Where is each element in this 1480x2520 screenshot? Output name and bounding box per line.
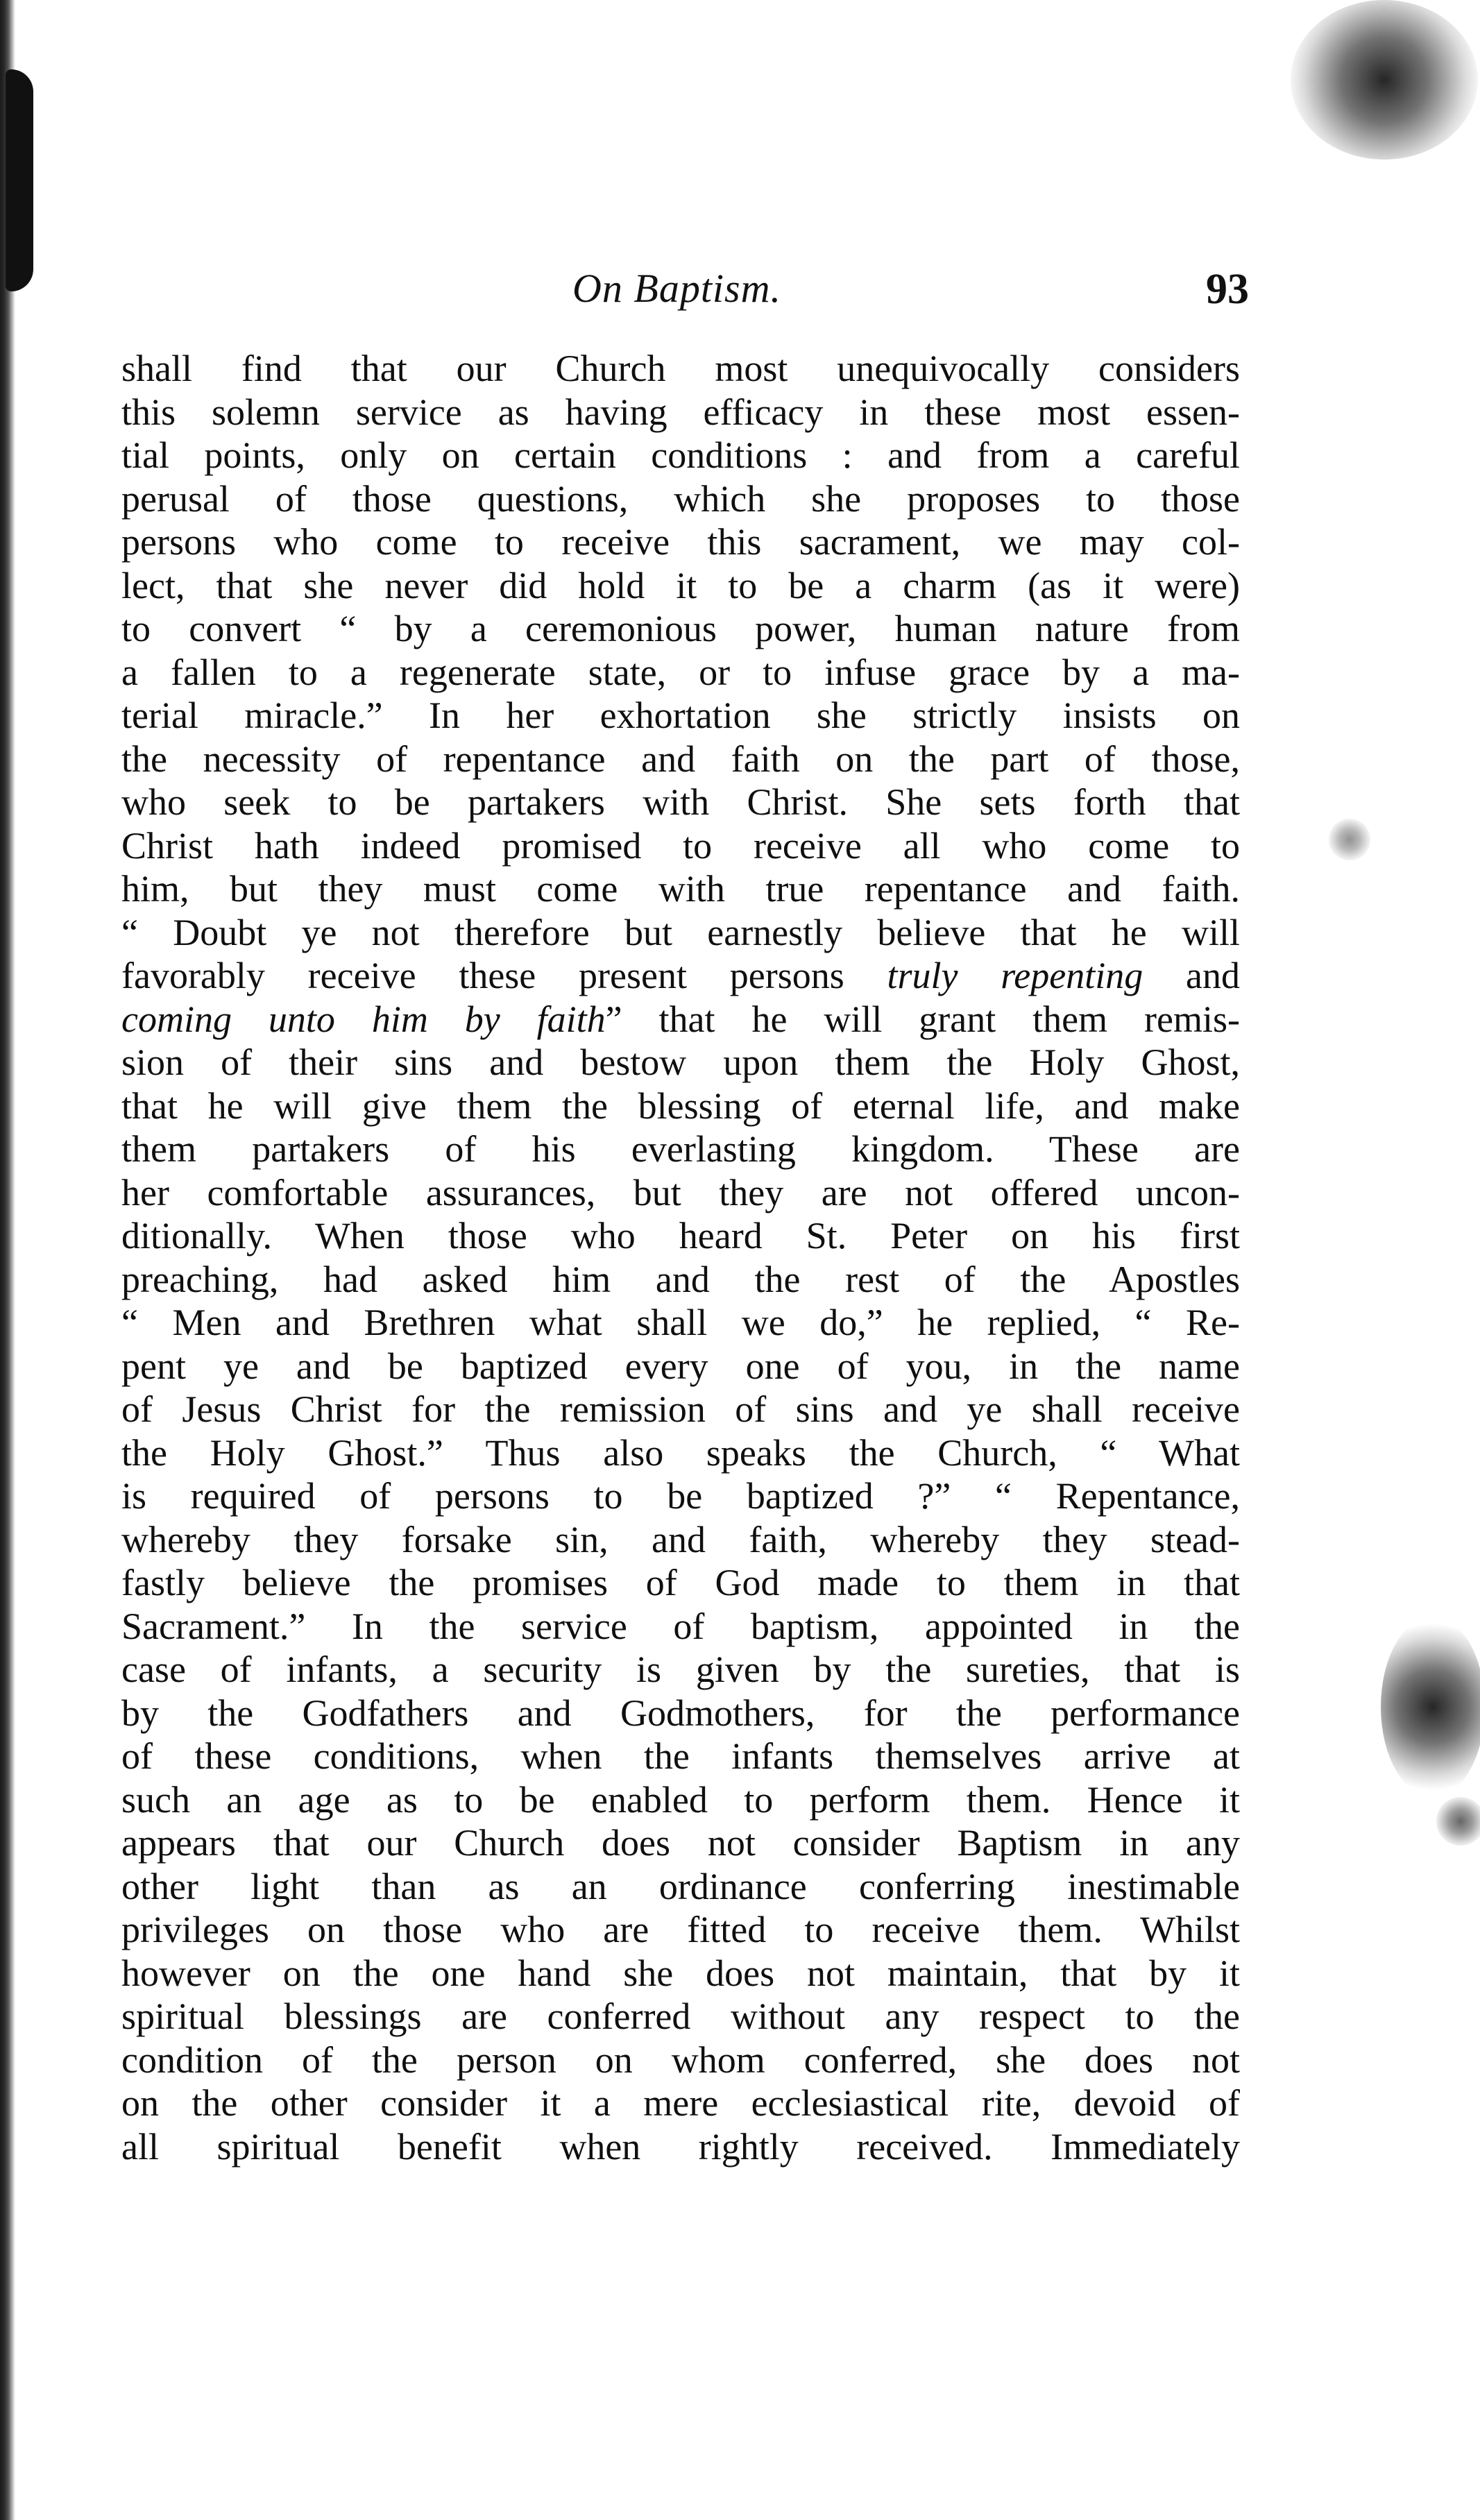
text-line: of these conditions, when the infants themselves arrive at — [121, 1735, 1240, 1777]
text-line: them partakers of his everlasting kingdom. These are — [121, 1128, 1240, 1170]
text-line — [121, 954, 1240, 998]
text-line: however on the one hand she does not maintain, that by it — [121, 1952, 1240, 1994]
page-number: 93 — [1206, 266, 1249, 313]
text-line: Christ hath indeed promised to receive all who come to — [121, 824, 1240, 867]
text-line: preaching, had asked him and the rest of the Apostles — [121, 1258, 1240, 1300]
text-line: fastly believe the promises of God made to them in that — [121, 1562, 1240, 1603]
text-line: on the other consider it a mere ecclesiastical rite, devoid of — [121, 2082, 1240, 2124]
text-line: “ Doubt ye not therefore but earnestly believe that he will — [121, 911, 1240, 953]
text-line: whereby they forsake sin, and faith, whereby they stead- — [121, 1518, 1240, 1560]
text-line: him, but they must come with true repentance and faith. — [121, 868, 1240, 910]
foxing-spot-right-small — [1329, 819, 1370, 860]
text-line: to convert “ by a ceremonious power, human nature from — [121, 608, 1240, 649]
text-line: privileges on those who are fitted to receive them. Whilst — [121, 1909, 1240, 1950]
foxing-spot-top-right — [1291, 0, 1478, 160]
text-line: ditionally. When those who heard St. Peter on his first — [121, 1215, 1240, 1257]
page-header — [0, 265, 1480, 327]
text-line: a fallen to a regenerate state, or to infuse grace by a ma- — [121, 651, 1240, 693]
italic-segment: coming unto him by faith — [121, 998, 606, 1040]
text-line: Sacrament.” In the service of baptism, appointed in the — [121, 1605, 1240, 1647]
text-line: who seek to be partakers with Christ. She sets forth that — [121, 781, 1240, 823]
foxing-spot-right-lower — [1436, 1797, 1480, 1846]
text-line: her comfortable assurances, but they are not offered uncon- — [121, 1171, 1240, 1214]
italic-segment: truly repenting — [887, 955, 1143, 996]
text-line: lect, that she never did hold it to be a charm (as it were) — [121, 564, 1240, 606]
text-line: is required of persons to be baptized ?” “ Repentance, — [121, 1475, 1240, 1517]
text-line: this solemn service as having efficacy in these most essen- — [121, 391, 1240, 433]
body-text — [121, 347, 1240, 2168]
text-line: such an age as to be enabled to perform them. Hence it — [121, 1778, 1240, 1821]
text-line: appears that our Church does not consider Baptism in any — [121, 1822, 1240, 1864]
text-line: all spiritual benefit when rightly received. Immediately — [121, 2125, 1240, 2168]
text-line — [121, 998, 1240, 1041]
text-segment: favorably receive these present persons — [121, 955, 887, 996]
running-head: On Baptism. — [572, 266, 781, 311]
text-line: case of infants, a security is given by the sureties, that is — [121, 1649, 1240, 1690]
text-line: that he will give them the blessing of eternal life, and make — [121, 1084, 1240, 1127]
text-line: sion of their sins and bestow upon them the Holy Ghost, — [121, 1041, 1240, 1083]
text-line: condition of the person on whom conferred, she does not — [121, 2038, 1240, 2081]
text-line: tial points, only on certain conditions : and from a careful — [121, 434, 1240, 476]
text-line: persons who come to receive this sacrament, we may col- — [121, 521, 1240, 563]
text-line: terial miracle.” In her exhortation she strictly insists on — [121, 695, 1240, 736]
binding-gutter — [0, 0, 15, 2520]
text-line: the necessity of repentance and faith on the part of those, — [121, 738, 1240, 780]
binding-shadow — [6, 69, 33, 291]
text-segment: ” that he will grant them remis- — [605, 998, 1240, 1040]
text-line: perusal of those questions, which she proposes to those — [121, 477, 1240, 520]
text-line: by the Godfathers and Godmothers, for the performance — [121, 1692, 1240, 1734]
text-line: the Holy Ghost.” Thus also speaks the Church, “ What — [121, 1431, 1240, 1474]
text-line: of Jesus Christ for the remission of sins and ye shall receive — [121, 1388, 1240, 1430]
text-line: other light than as an ordinance conferring inestimable — [121, 1865, 1240, 1907]
text-line: “ Men and Brethren what shall we do,” he replied, “ Re- — [121, 1302, 1240, 1343]
text-line: shall find that our Church most unequivocally considers — [121, 348, 1240, 389]
foxing-spot-right-middle — [1381, 1617, 1480, 1797]
text-line: spiritual blessings are conferred without any respect to the — [121, 1995, 1240, 2037]
text-line: pent ye and be baptized every one of you, in the name — [121, 1345, 1240, 1387]
text-segment: and — [1143, 955, 1240, 996]
